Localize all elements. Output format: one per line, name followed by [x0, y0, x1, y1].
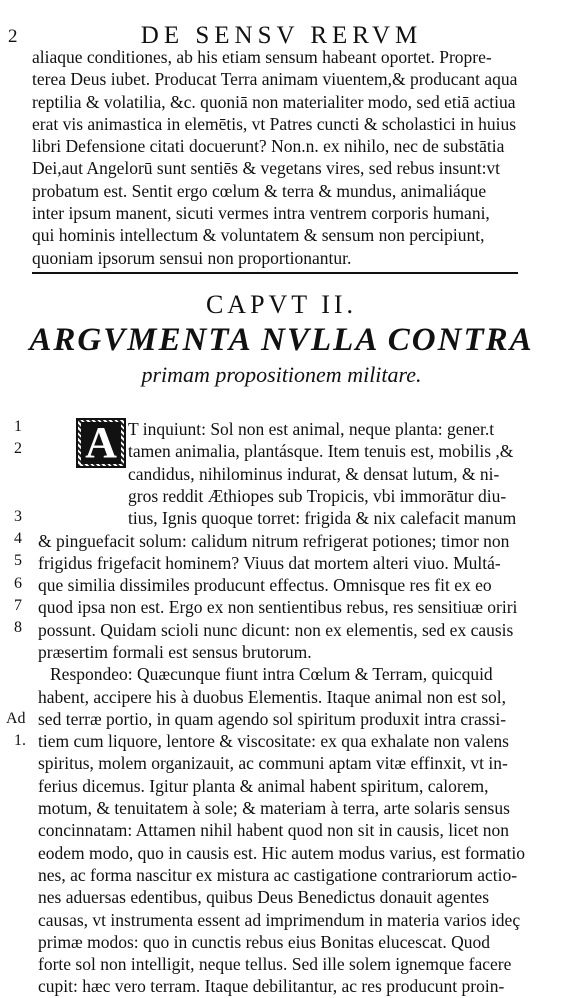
text-line: aliaque conditiones, ab his etiam sensum habeant oportet. Propre- — [32, 47, 492, 67]
text-line: habent, accipere his à duobus Elementis. Itaque animal non est sol, — [38, 686, 506, 707]
text-line: tiem cum liquore, lentore & viscositate: ex qua exhalate non valens — [38, 731, 509, 752]
text-line: terea Deus iubet. Producat Terra animam viuentem,& producant aqua — [32, 69, 518, 90]
text-line: probatum est. Sentit ergo cœlum & terra & mundus, animaliáque — [32, 180, 487, 201]
indented-lines — [128, 418, 528, 529]
decorated-initial — [76, 418, 126, 468]
text-line: sed terræ portio, in quam agendo sol spiritum produxit intra crassi- — [38, 708, 507, 729]
margin-note: Ad — [6, 710, 26, 727]
text-line: eodem modo, quo in causis est. Hic autem modus varius, est formatio — [38, 842, 525, 863]
text-line: nes aduersas edentibus, quibus Deus Benedictus donauit agentes — [38, 887, 490, 908]
text-line: forte sol non intelligit, neque tellus. Sed ille solem ignemque facere — [38, 954, 512, 975]
initial-letter: A — [81, 422, 121, 464]
text-line: erat vis animastica in elemētis, vt Patres cuncti & scholastici in huius — [32, 113, 517, 134]
margin-number: 2 — [14, 440, 22, 457]
text-line: reptilia & volatilia, &c. quoniā non materialiter modo, sed etiā actiua — [32, 91, 516, 112]
margin-number: 6 — [14, 575, 22, 592]
top-paragraph — [32, 46, 532, 269]
main-paragraph — [38, 530, 528, 998]
text-line: T inquiunt: Sol non est animal, neque planta: gener.t — [128, 419, 495, 439]
text-line: tius, Ignis quoque torret: frigida & nix calefacit manum — [128, 508, 517, 529]
text-line: & pinguefacit solum: calidum nitrum refrigerat potiones; timor non — [38, 530, 510, 551]
text-line: Respondeo: Quæcunque fiunt intra Cœlum & Terram, quicquid — [50, 664, 493, 685]
text-line: gros reddit Æthiopes sub Tropicis, vbi immorātur diu- — [128, 485, 507, 506]
text-line: quod ipsa non est. Ergo ex non sentientibus rebus, res sensitiuæ oriri — [38, 597, 518, 618]
text-line: quoniam ipsorum sensui non proportionantur. — [32, 247, 352, 268]
chapter-number: CAPVT II. — [205, 290, 358, 319]
text-line: nes, ac forma nascitur ex mistura ac castigatione contrariorum actio- — [38, 864, 518, 885]
margin-number: 4 — [14, 530, 22, 547]
text-line: tamen animalia, plantásque. Item tenuis est, mobilis ,& — [128, 441, 514, 462]
section-divider — [32, 272, 518, 274]
text-line: inter ipsum manent, sicuti vermes intra ventrem corporis humani, — [32, 203, 490, 224]
text-line: primæ modos: quo in cunctis rebus eius Bonitas elucescat. Quod — [38, 931, 491, 952]
text-line: concinnatam: Attamen nihil habent quod non sit in causis, licet non — [38, 820, 509, 841]
text-line: cupit: hæc vero terram. Itaque debilitantur, ac res producunt proin- — [38, 976, 505, 997]
text-line: causas, vt instrumenta essent ad imprimendum in materia varios ideç — [38, 909, 521, 930]
margin-number: 1 — [14, 418, 22, 435]
chapter-heading: ARGVMENTA NVLLA CONTRA — [29, 322, 534, 358]
text-line: que similia dissimiles producunt effectus. Omnisque res fit ex eo — [38, 575, 492, 596]
text-line: motum, & tenuitatem à sole; & materiam à terra, arte solaris sensus — [38, 798, 510, 819]
text-line: Dei,aut Angelorū sunt sentiēs & vegetans vires, sed rebus insunt:vt — [32, 158, 501, 179]
text-line: libri Defensione citati docuerunt? Non.n. ex nihilo, nec de substātia — [32, 136, 505, 157]
text-line: spiritus, molem organizauit, ac communi aptam vitæ effinxit, vt in- — [38, 753, 508, 774]
margin-number: 8 — [14, 619, 22, 636]
text-line: ferius dicemus. Igitur planta & animal habent spiritum, calorem, — [38, 775, 489, 796]
margin-number: 7 — [14, 597, 22, 614]
text-line: possunt. Quidam scioli nunc dicunt: non ex elementis, sed ex causis — [38, 619, 514, 640]
text-line: præsertim formali est sensus brutorum. — [38, 641, 312, 662]
margin-number: 3 — [14, 508, 22, 525]
chapter-subheading: primam propositionem militare. — [141, 362, 422, 387]
text-line: candidus, nihilominus indurat, & densat lutum, & ni- — [128, 463, 500, 484]
page-number: 2 — [8, 26, 18, 47]
margin-number: 5 — [14, 552, 22, 569]
text-line: qui hominis intellectum & voluntatem & sensum non percipiunt, — [32, 225, 485, 246]
running-title: DE SENSV RERVM — [140, 22, 423, 49]
text-line: frigidus frigefacit hominem? Viuus dat mortem alteri viuo. Multá- — [38, 552, 501, 573]
margin-number: 1. — [14, 732, 26, 749]
